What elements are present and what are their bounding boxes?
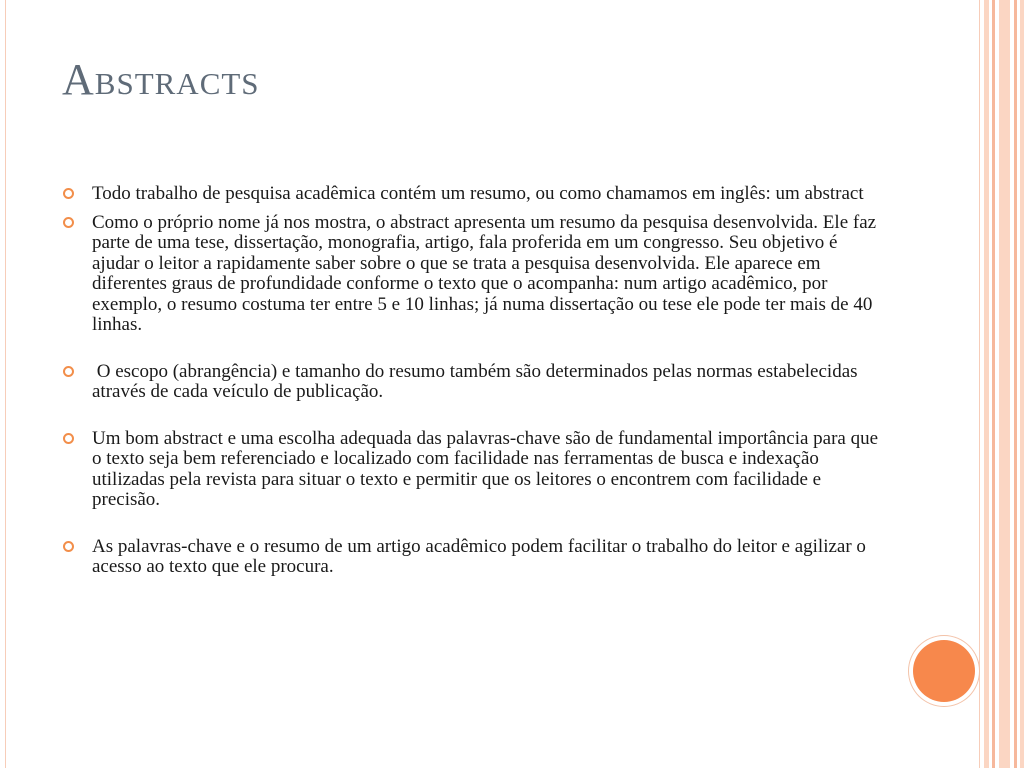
bullet-circle-icon [63, 366, 74, 377]
bullet-circle-icon [63, 188, 74, 199]
decorative-stripe [999, 0, 1010, 768]
bullet-text: Como o próprio nome já nos mostra, o abstract apresenta um resumo da pesquisa desenvolvida. Ele faz parte de uma tese, dissertação, monografia, artigo, fala proferida em um congresso. Seu objetivo é ajudar o leitor a rapidamente saber sobre o que se trata a pesquisa desenvolvida. Ele aparece em diferentes graus de profundidade conforme o texto que o acompanha: num artigo acadêmico, por exemplo, o resumo costuma ter entre 5 e 10 linhas; já numa dissertação ou tese ele pode ter mais de 40 linhas. [92, 211, 877, 335]
decorative-stripe [992, 0, 995, 768]
bullet-circle-icon [63, 541, 74, 552]
decorative-stripe [984, 0, 989, 768]
bullet-item [62, 537, 882, 578]
bullet-text: As palavras-chave e o resumo de um artigo acadêmico podem facilitar o trabalho do leitor e agilizar o acesso ao texto que ele procura. [92, 535, 866, 577]
bullet-text: Um bom abstract e uma escolha adequada das palavras-chave são de fundamental importância para que o texto seja bem referenciado e localizado com facilidade nas ferramentas de busca e indexação utilizadas pela revista para situar o texto e permitir que os leitores o encontrem com facilidade e precisão. [92, 427, 879, 510]
slide-title: Abstracts [62, 55, 260, 104]
decorative-stripe [1020, 0, 1024, 768]
bullet-list [62, 184, 882, 578]
bullet-item [62, 362, 882, 403]
decorative-circle-icon [913, 640, 975, 702]
bullet-circle-icon [63, 433, 74, 444]
bullet-item [62, 429, 882, 511]
bullet-item [62, 213, 882, 336]
bullet-item [62, 184, 882, 205]
bullet-text: O escopo (abrangência) e tamanho do resumo também são determinados pelas normas estabelecidas através de cada veículo de publicação. [92, 360, 863, 402]
bullet-text: Todo trabalho de pesquisa acadêmica contém um resumo, ou como chamamos em inglês: um abstract [92, 183, 864, 204]
decorative-stripe [1014, 0, 1017, 768]
bullet-circle-icon [63, 217, 74, 228]
